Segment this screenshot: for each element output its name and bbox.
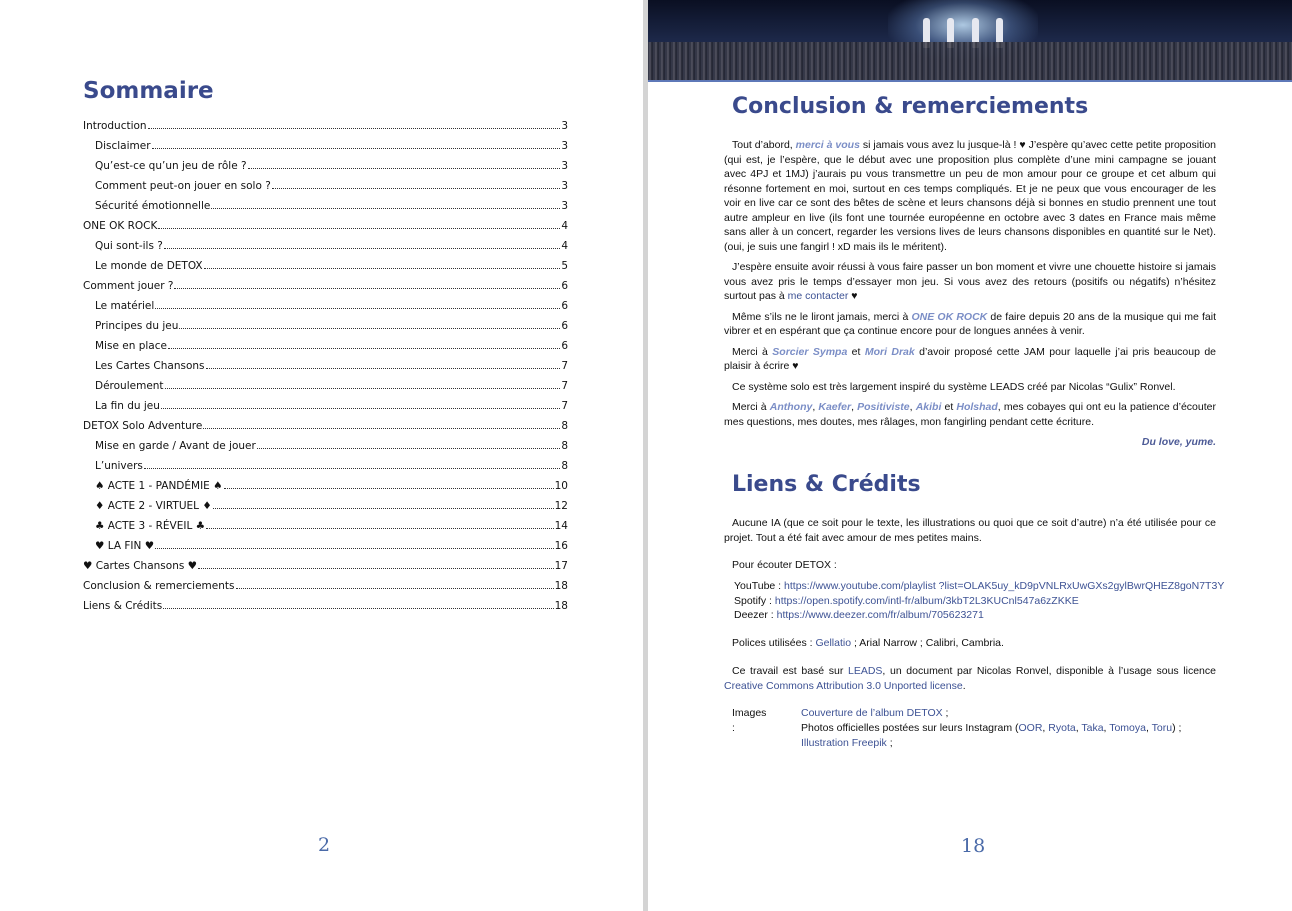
text-run: d’avoir proposé cette JAM pour laquelle j’ai pris beaucoup de plaisir à écrire ♥ xyxy=(724,345,1216,372)
toc-entry-label: Qu’est-ce qu’un jeu de rôle ? xyxy=(95,160,247,172)
taka-instagram-link[interactable]: Taka xyxy=(1081,722,1104,734)
toc-entry-label: Conclusion & remerciements xyxy=(83,580,235,592)
toc-entry-page: 14 xyxy=(554,520,568,532)
toc-entry-label: Les Cartes Chansons xyxy=(95,360,205,372)
spotify-link[interactable]: https://open.spotify.com/intl-fr/album/3kbT2L3KUCnl547a6zZKKE xyxy=(774,595,1079,607)
highlight-text: Sorcier Sympa xyxy=(772,345,848,358)
toc-entry-label: DETOX Solo Adventure xyxy=(83,420,203,432)
conclusion-paragraph-3 xyxy=(724,310,1216,339)
toc-entry-label: Comment peut-on jouer en solo ? xyxy=(95,180,271,192)
toc-entry-label: Qui sont-ils ? xyxy=(95,240,163,252)
conclusion-paragraph-5: Ce système solo est très largement inspiré du système LEADS créé par Nicolas “Gulix” Ronvel. xyxy=(732,380,1176,393)
toc-entry-label: Comment jouer ? xyxy=(83,280,174,292)
toc-entry-page: 3 xyxy=(561,200,568,212)
toc-entry-label: Principes du jeu xyxy=(95,320,179,332)
highlight-text: merci à vous xyxy=(795,139,860,151)
text-run: Ce travail est basé sur xyxy=(732,665,848,677)
toc-leader-dots xyxy=(158,228,560,229)
toru-instagram-link[interactable]: Toru xyxy=(1151,722,1173,734)
toc-leader-dots xyxy=(206,368,561,369)
toc-leader-dots xyxy=(165,388,561,389)
signature: Du love, yume. xyxy=(1141,436,1216,448)
toc-leader-dots xyxy=(204,268,561,269)
page-number-right: 18 xyxy=(961,835,986,857)
toc-entry[interactable] xyxy=(83,300,568,320)
toc-entry-label: ♠ ACTE 1 - PANDÉMIE ♠ xyxy=(95,480,223,492)
image-credit-1 xyxy=(801,706,1181,721)
toc-entry[interactable] xyxy=(83,580,568,600)
spotify-line xyxy=(734,594,1079,609)
crowd xyxy=(648,42,1292,80)
toc-leader-dots xyxy=(174,288,560,289)
highlight-text: Akibi xyxy=(915,401,942,413)
toc-entry-label: La fin du jeu xyxy=(95,400,160,412)
spotify-label: Spotify : xyxy=(734,595,775,607)
table-of-contents xyxy=(83,120,568,620)
text-run: si jamais vous avez lu jusque-là ! ♥ J’espère qu’avec cette petite proposition (qui est, je l’espère, que le début avec une proposition plus complète d’une mini campagne se jouant avec 4PJ et 1MJ) j’aurais pu vous transmettre un peu de mon amour pour ce groupe et cet album qui résonne fortement en moi, surtout en ces temps compliqués. Et je ne peux que vous encourager de les voir en live car ce sont des bêtes de scène et leurs chansons déjà si bonnes en studio prennent une tout autre ampleur en live (ils font une tournée européenne en octobre avec 3 dates en France mais même sans aller à un concert, regarder les versions lives de leurs chansons disponibles en quantité sur le Net). (oui, je suis une fangirl ! xD mais ils le méritent). xyxy=(724,139,1217,253)
toc-entry[interactable] xyxy=(83,480,568,500)
toc-entry-page: 8 xyxy=(561,420,568,432)
toc-entry[interactable] xyxy=(83,220,568,240)
text-run: Tout d’abord, xyxy=(732,139,796,151)
text-run: ♥ xyxy=(848,290,858,302)
highlight-text: Kaefer xyxy=(818,401,852,413)
contact-link[interactable]: me contacter xyxy=(787,290,849,302)
toc-leader-dots xyxy=(144,468,560,469)
toc-entry-label: Disclaimer xyxy=(95,140,151,152)
toc-leader-dots xyxy=(161,408,560,409)
toc-entry-page: 7 xyxy=(561,380,568,392)
text-run: et xyxy=(847,345,865,358)
toc-entry-page: 18 xyxy=(554,580,568,592)
toc-entry-label: Mise en garde / Avant de jouer xyxy=(95,440,256,452)
text-run: , xyxy=(1042,722,1049,734)
text-run: Merci à xyxy=(732,345,773,358)
toc-entry[interactable] xyxy=(83,280,568,300)
toc-leader-dots xyxy=(179,328,560,329)
toc-entry-page: 6 xyxy=(561,300,568,312)
concert-banner-image xyxy=(648,0,1292,80)
gellatio-link[interactable]: Gellatio xyxy=(815,637,852,649)
text-run: Photos officielles postées sur leurs Instagram ( xyxy=(801,722,1019,734)
toc-entry[interactable] xyxy=(83,160,568,180)
page-number-left: 2 xyxy=(318,834,331,856)
toc-entry-label: Déroulement xyxy=(95,380,164,392)
toc-entry[interactable] xyxy=(83,320,568,340)
toc-leader-dots xyxy=(224,488,554,489)
text-run: ) ; xyxy=(1172,722,1182,734)
toc-entry-page: 12 xyxy=(554,500,568,512)
ryota-instagram-link[interactable]: Ryota xyxy=(1048,722,1076,734)
toc-leader-dots xyxy=(236,588,554,589)
deezer-label: Deezer : xyxy=(734,609,777,621)
toc-entry-label: Sécurité émotionnelle xyxy=(95,200,211,212)
toc-entry[interactable] xyxy=(83,360,568,380)
freepik-link[interactable]: Illustration Freepik xyxy=(801,737,887,749)
toc-entry-page: 6 xyxy=(561,340,568,352)
toc-entry-page: 17 xyxy=(554,560,568,572)
conclusion-paragraph-2 xyxy=(724,260,1216,304)
toc-leader-dots xyxy=(148,128,561,129)
images-list xyxy=(801,706,1181,751)
conclusion-paragraph-4 xyxy=(724,345,1216,374)
toc-leader-dots xyxy=(206,528,554,529)
toc-entry-label: Mise en place xyxy=(95,340,167,352)
fonts-line xyxy=(732,636,1004,651)
leads-text xyxy=(724,664,1216,693)
toc-entry-page: 4 xyxy=(561,240,568,252)
toc-leader-dots xyxy=(168,348,560,349)
toc-leader-dots xyxy=(248,168,561,169)
deezer-link[interactable]: https://www.deezer.com/fr/album/705623271 xyxy=(776,609,984,621)
text-run: . xyxy=(962,679,966,692)
license-link[interactable]: Creative Commons Attribution 3.0 Unported license xyxy=(724,679,963,692)
toc-leader-dots xyxy=(198,568,554,569)
text-run: J’espère ensuite avoir réussi à vous faire passer un bon moment et vivre une chouette histoire si jamais vous avez pris le temps d’essayer mon jeu. Si vous avez des retours (positifs ou négatifs) n’hésitez surtout pas à xyxy=(724,261,1216,302)
toc-entry-page: 5 xyxy=(561,260,568,272)
toc-leader-dots xyxy=(155,548,554,549)
toc-entry-page: 6 xyxy=(561,280,568,292)
toc-entry-page: 7 xyxy=(561,360,568,372)
toc-entry[interactable] xyxy=(83,520,568,540)
toc-entry[interactable] xyxy=(83,600,568,620)
toc-entry[interactable] xyxy=(83,380,568,400)
fonts-rest: ; Arial Narrow ; Calibri, Cambria. xyxy=(851,637,1004,649)
image-credit-2 xyxy=(801,721,1181,736)
conclusion-title: Conclusion & remerciements xyxy=(732,94,1089,119)
toc-entry-label: Le monde de DETOX xyxy=(95,260,203,272)
text-run: , xyxy=(851,401,858,413)
toc-entry-page: 6 xyxy=(561,320,568,332)
toc-leader-dots xyxy=(257,448,560,449)
toc-entry-page: 8 xyxy=(561,440,568,452)
toc-entry-label: ♣ ACTE 3 - RÉVEIL ♣ xyxy=(95,520,206,532)
conclusion-paragraph-6 xyxy=(724,400,1216,429)
toc-entry[interactable] xyxy=(83,560,568,580)
text-run: , xyxy=(1103,722,1110,734)
image-credit-3 xyxy=(801,736,1181,751)
fonts-label: Polices utilisées : xyxy=(732,637,816,649)
oor-instagram-link[interactable]: OOR xyxy=(1018,722,1043,734)
youtube-line xyxy=(734,579,1224,594)
toc-entry-page: 3 xyxy=(561,180,568,192)
toc-entry[interactable] xyxy=(83,460,568,480)
ai-note xyxy=(724,516,1216,551)
toc-leader-dots xyxy=(155,308,560,309)
toc-entry-label: ♦ ACTE 2 - VIRTUEL ♦ xyxy=(95,500,212,512)
right-page xyxy=(648,0,1292,911)
toc-entry[interactable] xyxy=(83,120,568,140)
toc-entry[interactable] xyxy=(83,240,568,260)
text-run: , mes cobayes qui ont eu la patience d’écouter mes questions, mes doutes, mes râlages, mon fangirling pendant cette écriture. xyxy=(724,401,1216,428)
toc-entry[interactable] xyxy=(83,180,568,200)
toc-entry-label: ♥ LA FIN ♥ xyxy=(95,540,155,552)
text-run: Merci à xyxy=(732,401,770,413)
text-run: , xyxy=(812,401,819,413)
toc-title: Sommaire xyxy=(83,78,214,104)
toc-entry[interactable] xyxy=(83,500,568,520)
highlight-text: Positiviste xyxy=(857,401,910,413)
conclusion-body xyxy=(724,138,1216,456)
toc-entry-page: 8 xyxy=(561,460,568,472)
toc-entry-page: 7 xyxy=(561,400,568,412)
toc-entry[interactable] xyxy=(83,400,568,420)
text-run: , un document par Nicolas Ronvel, disponible à l’usage sous licence xyxy=(882,665,1216,677)
toc-leader-dots xyxy=(203,428,560,429)
highlight-text: ONE OK ROCK xyxy=(911,310,988,323)
toc-leader-dots xyxy=(213,508,554,509)
text-run: de faire depuis 20 ans de la musique qui me fait vibrer et en espérant que ça continue encore pour de longues années à venir. xyxy=(724,310,1216,337)
highlight-text: Holshad xyxy=(956,401,998,413)
youtube-link[interactable]: https://www.youtube.com/playlist ?list=OLAK5uy_kD9pVNLRxUwGXs2gylBwrQHEZ8goN7T3Y xyxy=(784,580,1225,592)
toc-leader-dots xyxy=(272,188,561,189)
text-run: , xyxy=(1075,722,1082,734)
toc-entry[interactable] xyxy=(83,420,568,440)
text-run: ; xyxy=(942,707,949,719)
toc-entry-label: ♥ Cartes Chansons ♥ xyxy=(83,560,198,572)
album-cover-link[interactable]: Couverture de l’album DETOX xyxy=(801,707,943,719)
highlight-text: Mori Drak xyxy=(864,345,915,358)
deezer-line xyxy=(734,608,984,623)
toc-entry-page: 4 xyxy=(561,220,568,232)
leads-link[interactable]: LEADS xyxy=(847,665,883,677)
youtube-label: YouTube : xyxy=(734,580,785,592)
toc-entry-label: Introduction xyxy=(83,120,147,132)
banner-divider xyxy=(648,80,1292,82)
toc-entry[interactable] xyxy=(83,440,568,460)
toc-entry[interactable] xyxy=(83,340,568,360)
leads-paragraph xyxy=(724,664,1216,699)
toc-entry-label: Le matériel xyxy=(95,300,155,312)
ai-note-paragraph: Aucune IA (que ce soit pour le texte, les illustrations ou quoi que ce soit d’autre) n’a été utilisée pour ce projet. Tout a été fait avec amour de mes petites mains. xyxy=(724,517,1216,544)
toc-leader-dots xyxy=(152,148,561,149)
toc-entry-page: 3 xyxy=(561,140,568,152)
text-run: , xyxy=(1145,722,1152,734)
toc-entry-page: 18 xyxy=(554,600,568,612)
text-run: Même s’ils ne le liront jamais, merci à xyxy=(732,310,912,323)
credits-title: Liens & Crédits xyxy=(732,472,921,497)
toc-entry[interactable] xyxy=(83,200,568,220)
toc-entry[interactable] xyxy=(83,140,568,160)
toc-entry-page: 10 xyxy=(554,480,568,492)
toc-entry[interactable] xyxy=(83,540,568,560)
text-run: et xyxy=(941,401,957,413)
conclusion-paragraph-1 xyxy=(724,138,1216,254)
toc-entry-page: 3 xyxy=(561,120,568,132)
toc-entry-page: 16 xyxy=(554,540,568,552)
tomoya-instagram-link[interactable]: Tomoya xyxy=(1109,722,1146,734)
toc-entry-page: 3 xyxy=(561,160,568,172)
left-page xyxy=(0,0,643,911)
text-run: ; xyxy=(886,737,893,749)
toc-entry-label: L’univers xyxy=(95,460,143,472)
toc-entry-label: ONE OK ROCK xyxy=(83,220,158,232)
toc-leader-dots xyxy=(164,248,560,249)
toc-entry-label: Liens & Crédits xyxy=(83,600,163,612)
toc-leader-dots xyxy=(211,208,560,209)
text-run: , xyxy=(909,401,916,413)
images-label: Images : xyxy=(732,707,767,734)
highlight-text: Anthony xyxy=(769,401,813,413)
listen-label: Pour écouter DETOX : xyxy=(732,559,837,571)
toc-leader-dots xyxy=(163,608,553,609)
toc-entry[interactable] xyxy=(83,260,568,280)
